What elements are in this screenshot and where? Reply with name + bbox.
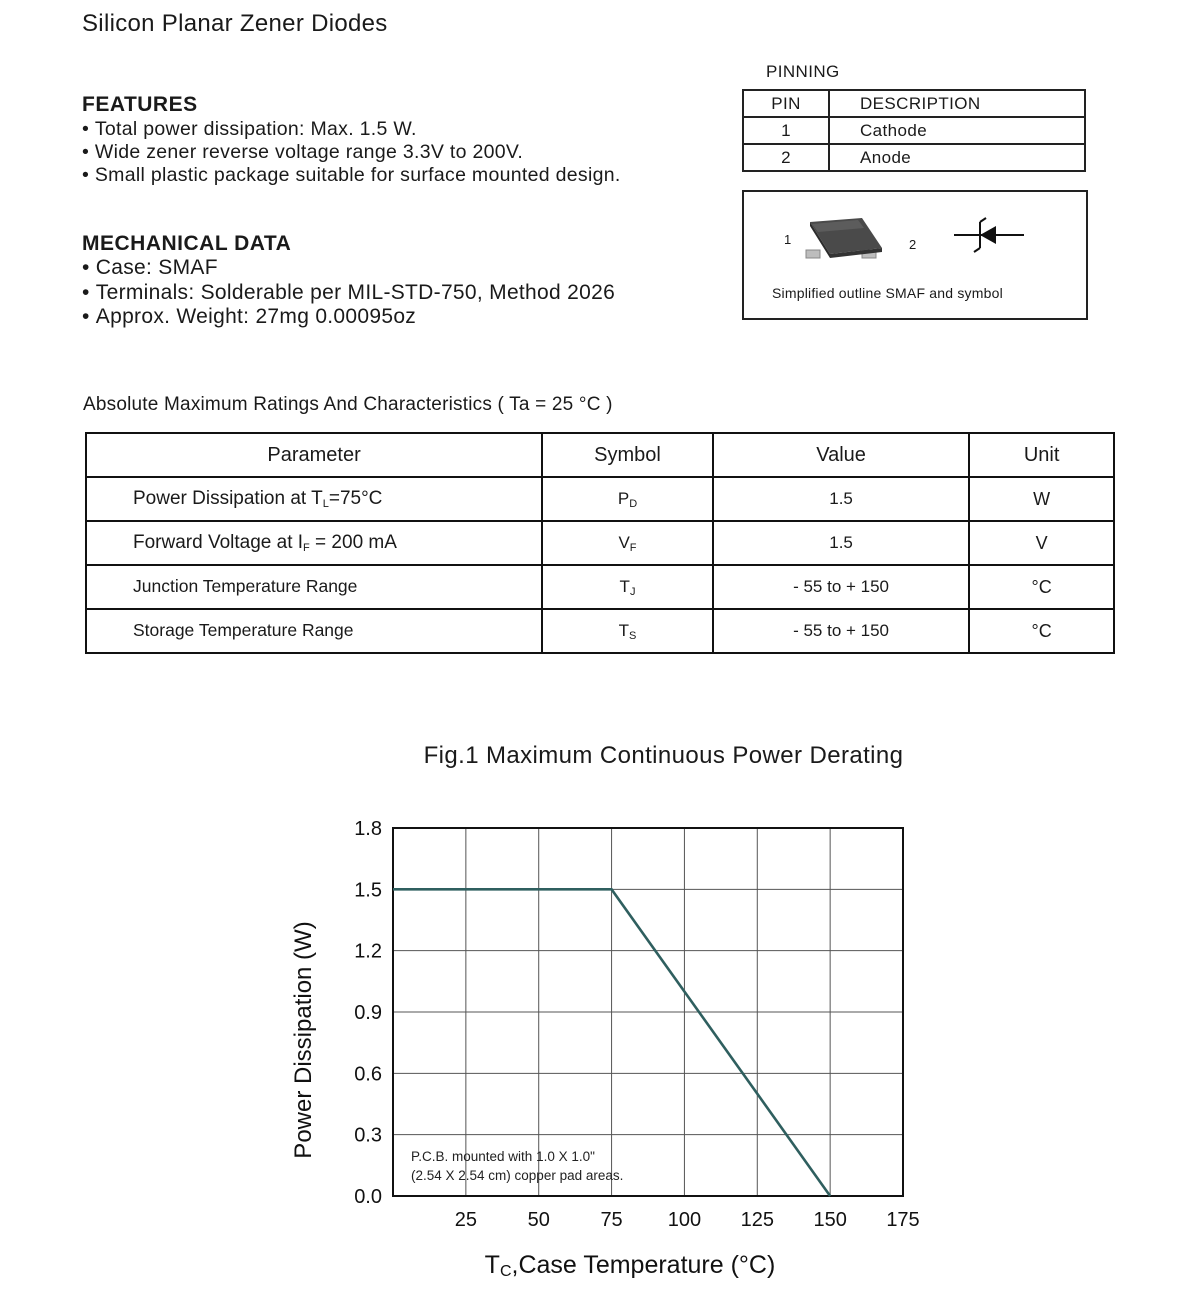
mechanical-heading: MECHANICAL DATA bbox=[82, 232, 292, 255]
pin-description: Cathode bbox=[829, 117, 1085, 144]
y-tick-label: 1.5 bbox=[354, 879, 382, 902]
pin-header: PIN bbox=[743, 90, 829, 117]
description-header: DESCRIPTION bbox=[829, 90, 1085, 117]
parameter-cell: Junction Temperature Range bbox=[86, 565, 542, 609]
y-tick-label: 0.0 bbox=[354, 1186, 382, 1208]
x-tick-label: 100 bbox=[667, 1209, 702, 1231]
unit-header: Unit bbox=[969, 433, 1114, 477]
ratings-title: Absolute Maximum Ratings And Characteristics ( Ta = 25 °C ) bbox=[83, 394, 613, 415]
x-tick-label: 125 bbox=[740, 1209, 774, 1231]
parameter-cell: Forward Voltage at $I_F = 200$ mA bbox=[86, 521, 542, 565]
pinning-title: PINNING bbox=[766, 62, 840, 81]
y-axis-label: Power Dissipation (W) bbox=[290, 921, 317, 1159]
unit-cell: V bbox=[969, 521, 1114, 565]
y-tick-label: 0.9 bbox=[354, 1002, 382, 1024]
x-tick-label: 75 bbox=[600, 1209, 623, 1231]
parameter-cell: Storage Temperature Range bbox=[86, 609, 542, 653]
y-tick-label: 0.6 bbox=[354, 1063, 382, 1086]
features-heading: FEATURES bbox=[82, 93, 198, 116]
value-cell: 1.5 bbox=[713, 477, 969, 521]
unit-cell: °C bbox=[969, 609, 1114, 653]
y-tick-label: 1.2 bbox=[354, 940, 382, 963]
x-axis-label: TC,Case Temperature (°C) bbox=[484, 1251, 776, 1280]
value-cell: - 55 to + 150 bbox=[713, 565, 969, 609]
unit-cell: W bbox=[969, 477, 1114, 521]
y-tick-label: 1.8 bbox=[354, 818, 382, 840]
x-tick-label: 50 bbox=[527, 1209, 550, 1231]
y-tick-labels bbox=[354, 818, 382, 1208]
x-tick-label: 175 bbox=[886, 1209, 920, 1231]
package-caption: Simplified outline SMAF and symbol bbox=[772, 285, 1003, 301]
value-header: Value bbox=[713, 433, 969, 477]
symbol-cell: $P_D$ bbox=[542, 477, 713, 521]
page-title: Silicon Planar Zener Diodes bbox=[82, 10, 388, 37]
symbol-cell: $T_S$ bbox=[542, 609, 713, 653]
features-item: • Small plastic package suitable for surface mounted design. bbox=[82, 164, 621, 187]
chart-title: Fig.1 Maximum Continuous Power Derating bbox=[423, 742, 904, 769]
pin-number: 2 bbox=[743, 144, 829, 171]
x-tick-labels bbox=[455, 1209, 920, 1231]
features-item: • Total power dissipation: Max. 1.5 W. bbox=[82, 118, 621, 141]
package-pin-label: 2 bbox=[909, 237, 917, 252]
parameter-header: Parameter bbox=[86, 433, 542, 477]
chart-annotation: P.C.B. mounted with 1.0 X 1.0" bbox=[411, 1149, 595, 1164]
mechanical-item: • Approx. Weight: 27mg 0.00095oz bbox=[82, 305, 615, 330]
package-pin-label: 1 bbox=[784, 232, 792, 247]
mechanical-item: • Case: SMAF bbox=[82, 256, 615, 281]
symbol-cell: $V_F$ bbox=[542, 521, 713, 565]
features-item: • Wide zener reverse voltage range 3.3V to 200V. bbox=[82, 141, 621, 164]
parameter-cell: Power Dissipation at $T_L=75^\circ C$ bbox=[86, 477, 542, 521]
value-cell: 1.5 bbox=[713, 521, 969, 565]
pin-description: Anode bbox=[829, 144, 1085, 171]
pin-number: 1 bbox=[743, 117, 829, 144]
symbol-cell: $T_J$ bbox=[542, 565, 713, 609]
value-cell: - 55 to + 150 bbox=[713, 609, 969, 653]
chart-grid bbox=[393, 828, 903, 1196]
x-tick-label: 25 bbox=[454, 1209, 477, 1231]
y-tick-label: 0.3 bbox=[354, 1124, 382, 1147]
chart-annotation: (2.54 X 2.54 cm) copper pad areas. bbox=[411, 1168, 624, 1183]
mechanical-item: • Terminals: Solderable per MIL-STD-750, Method 2026 bbox=[82, 281, 615, 306]
symbol-header: Symbol bbox=[542, 433, 713, 477]
unit-cell: °C bbox=[969, 565, 1114, 609]
x-tick-label: 150 bbox=[813, 1209, 847, 1231]
